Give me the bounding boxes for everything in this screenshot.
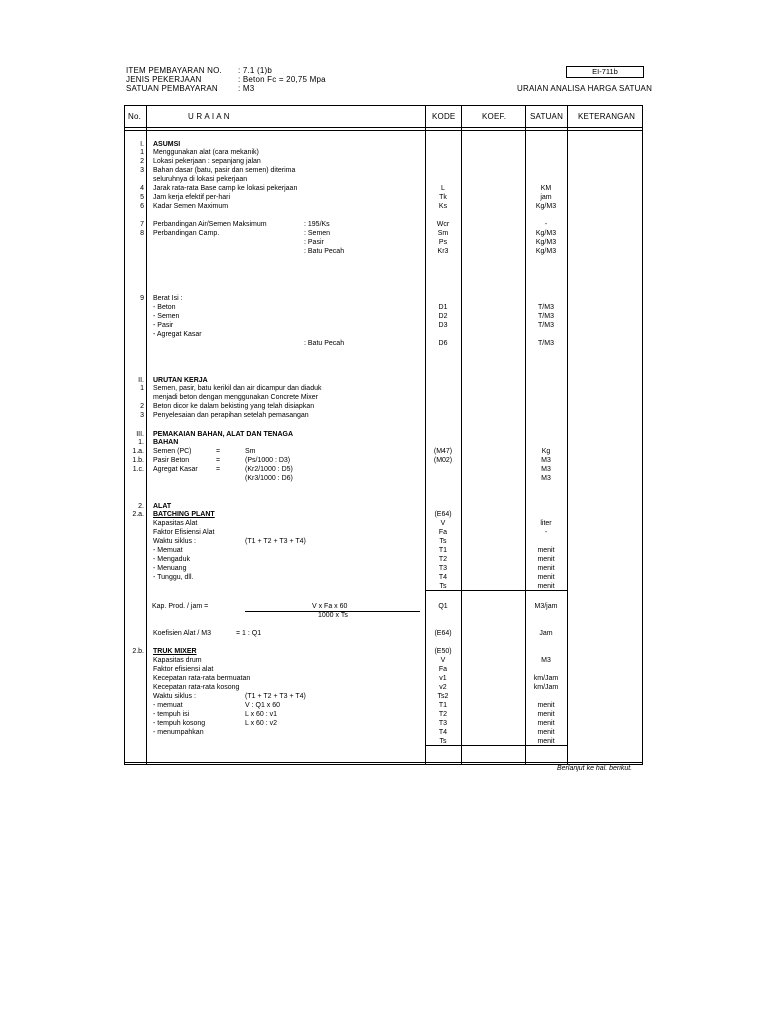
row-description: - Memuat (153, 547, 183, 554)
row-satuan: Kg/M3 (535, 203, 557, 210)
row-description: ALAT (153, 503, 172, 510)
row-kode: V (440, 520, 446, 527)
header-bottom-border (124, 127, 643, 128)
row-description: ASUMSI (153, 141, 181, 148)
row-description: - Pasir (153, 322, 174, 329)
table-row (124, 411, 643, 420)
row-number: 1.a. (132, 448, 144, 455)
row-satuan: menit (537, 547, 555, 554)
row-description: Agregat Kasar (153, 466, 198, 473)
row-number: 4 (140, 185, 144, 192)
kap-prod-satuan: M3/jam (534, 603, 558, 610)
table-row (124, 519, 643, 528)
row-satuan: menit (537, 583, 555, 590)
table-row (124, 238, 643, 247)
row-number: 2. (138, 503, 144, 510)
row-description: Pasir Beton (153, 457, 190, 464)
table-row (124, 692, 643, 701)
row-kode: Ps (438, 239, 448, 246)
table-row (124, 701, 643, 710)
row-description: Bahan dasar (batu, pasir dan semen) diterima (153, 167, 296, 174)
row-equals: = (216, 448, 221, 455)
row-satuan: T/M3 (538, 340, 554, 347)
row-number: 2 (140, 403, 144, 410)
table-row (124, 674, 643, 683)
row-satuan: menit (537, 720, 555, 727)
row-number: 1.b. (132, 457, 144, 464)
row-description: Lokasi pekerjaan : sepanjang jalan (153, 158, 261, 165)
table-row (124, 148, 643, 157)
row-description: Berat Isi : (153, 295, 183, 302)
row-satuan: M3 (541, 466, 551, 473)
table-row (124, 629, 643, 638)
row-satuan: menit (537, 702, 555, 709)
row-kode: (E64) (434, 511, 452, 518)
table-row (124, 202, 643, 211)
row-kode: Tk (439, 194, 447, 201)
row-kode: D1 (438, 304, 448, 311)
row-kode: T4 (438, 574, 448, 581)
row-description: Penyelesaian dan perapihan setelah pemasangan (153, 412, 309, 419)
row-kode: Sm (437, 230, 449, 237)
table-row (124, 402, 643, 411)
row-satuan: T/M3 (538, 322, 554, 329)
jenis-value: : Beton Fc = 20,75 Mpa (238, 75, 326, 84)
row-description: - tempuh isi (153, 711, 190, 718)
table-row (124, 456, 643, 465)
row-description: Kapasitas drum (153, 657, 202, 664)
row-satuan: menit (537, 556, 555, 563)
table-row (124, 710, 643, 719)
row-satuan: M3 (541, 657, 551, 664)
row-formula: V : Q1 x 60 (245, 702, 281, 709)
row-description: BAHAN (153, 439, 179, 446)
row-kode: L (441, 185, 445, 192)
row-description: Kadar Semen Maximum (153, 203, 229, 210)
row-kode: T2 (438, 711, 448, 718)
table-row (124, 312, 643, 321)
row-number: 2.a. (132, 511, 144, 518)
col-header-no: No. (128, 112, 142, 121)
row-description: Beton dicor ke dalam bekisting yang telah disiapkan (153, 403, 315, 410)
row-number: III. (136, 431, 144, 438)
row-kode: (E64) (434, 630, 452, 637)
table-row (124, 537, 643, 546)
table-row (124, 229, 643, 238)
row-number: 6 (140, 203, 144, 210)
satuan-label: SATUAN PEMBAYARAN (126, 84, 218, 93)
jenis-label: JENIS PEKERJAAN (126, 75, 202, 84)
table-row (124, 438, 643, 447)
row-description: - Tunggu, dll. (153, 574, 194, 581)
table-row (124, 656, 643, 665)
row-number: 3 (140, 412, 144, 419)
row-kode: T3 (438, 565, 448, 572)
row-kode: (M02) (433, 457, 453, 464)
row-number: 9 (140, 295, 144, 302)
table-row (124, 728, 643, 737)
row-satuan: liter (540, 520, 552, 527)
row-kode: T1 (438, 702, 448, 709)
row-satuan: Jam (539, 630, 553, 637)
table-row (124, 647, 643, 656)
col-header-kode: KODE (432, 112, 456, 121)
row-kode: (M47) (433, 448, 453, 455)
row-kode: V (440, 657, 446, 664)
row-formula: (T1 + T2 + T3 + T4) (245, 693, 306, 700)
row-satuan: jam (540, 194, 552, 201)
row-kode: Ts (439, 738, 447, 745)
row-satuan: M3 (541, 457, 551, 464)
row-kode: T4 (438, 729, 448, 736)
col-header-uraian: U R A I A N (188, 112, 230, 121)
row-kode: Ks (438, 203, 448, 210)
row-description: Waktu siklus : (153, 538, 196, 545)
row-formula: Sm (245, 448, 256, 455)
row-description: Perbandingan Camp. (153, 230, 220, 237)
row-description: - Menuang (153, 565, 187, 572)
table-row (124, 157, 643, 166)
row-description: Koefisien Alat / M3 (153, 630, 211, 637)
table-row (124, 330, 643, 339)
col-header-koef: KOEF. (482, 112, 507, 121)
table-row (124, 465, 643, 474)
table-row (124, 582, 643, 591)
row-satuan: Kg/M3 (535, 230, 557, 237)
row-satuan: menit (537, 711, 555, 718)
row-kode: Kr3 (437, 248, 449, 255)
row-description: Jam kerja efektif per-hari (153, 194, 231, 201)
row-satuan: T/M3 (538, 313, 554, 320)
row-kode: T2 (438, 556, 448, 563)
row-satuan: menit (537, 574, 555, 581)
row-kode: (E50) (434, 648, 452, 655)
row-number: 1. (138, 439, 144, 446)
table-row (124, 393, 643, 402)
row-description: - tempuh kosong (153, 720, 206, 727)
row-subitem: : 195/Ks (304, 221, 330, 228)
row-formula: (Ps/1000 : D3) (245, 457, 291, 464)
row-kode: Ts (439, 538, 447, 545)
row-satuan: M3 (541, 475, 551, 482)
satuan-value: : M3 (238, 84, 255, 93)
kap-prod-label: Kap. Prod. / jam = (152, 603, 209, 610)
item-label: ITEM PEMBAYARAN NO. (126, 66, 222, 75)
item-value: : 7.1 (1)b (238, 66, 273, 75)
table-row (124, 447, 643, 456)
row-number: 5 (140, 194, 144, 201)
table-row (124, 303, 643, 312)
table-row (124, 294, 643, 303)
table-row (124, 528, 643, 537)
row-kode: T1 (438, 547, 448, 554)
row-description: Waktu siklus : (153, 693, 196, 700)
row-description: - Mengaduk (153, 556, 190, 563)
row-number: II. (138, 377, 144, 384)
row-description: - memuat (153, 702, 183, 709)
row-satuan: Kg/M3 (535, 248, 557, 255)
row-kode: T3 (438, 720, 448, 727)
row-kode: v1 (439, 675, 447, 682)
row-description: Jarak rata-rata Base camp ke lokasi pekerjaan (153, 185, 298, 192)
kap-prod-denominator: 1000 x Ts (318, 612, 348, 619)
row-number: 1 (140, 385, 144, 392)
row-formula: = 1 : Q1 (236, 630, 262, 637)
row-description: - menumpahkan (153, 729, 204, 736)
row-description: seluruhnya di lokasi pekerjaan (153, 176, 248, 183)
table-row (124, 510, 643, 519)
row-subitem: : Semen (304, 230, 331, 237)
table-bottom-border (124, 762, 643, 763)
row-subitem: : Pasir (304, 239, 324, 246)
row-description: Faktor efisiensi alat (153, 666, 214, 673)
row-satuan: T/M3 (538, 304, 554, 311)
row-formula: (Kr2/1000 : D5) (245, 466, 293, 473)
row-description: Kecepatan rata-rata kosong (153, 684, 240, 691)
row-subitem: : Batu Pecah (304, 248, 345, 255)
row-kode: v2 (439, 684, 447, 691)
row-kode: Ts (439, 583, 447, 590)
row-satuan: - (544, 529, 548, 536)
table-row (124, 474, 643, 483)
row-description: - Agregat Kasar (153, 331, 202, 338)
row-satuan: km/Jam (533, 684, 559, 691)
table-top-border (124, 105, 643, 106)
table-row (124, 220, 643, 229)
table-row (124, 665, 643, 674)
row-description: - Semen (153, 313, 180, 320)
row-kode: D2 (438, 313, 448, 320)
row-number: 2 (140, 158, 144, 165)
row-formula: L x 60 : v2 (245, 720, 278, 727)
row-formula: (Kr3/1000 : D6) (245, 475, 293, 482)
row-description: Kapasitas Alat (153, 520, 198, 527)
row-number: 1 (140, 149, 144, 156)
row-description: Perbandingan Air/Semen Maksimum (153, 221, 267, 228)
kap-prod-numerator: V x Fa x 60 (312, 603, 348, 610)
row-satuan: menit (537, 729, 555, 736)
row-kode: D3 (438, 322, 448, 329)
row-satuan: menit (537, 738, 555, 745)
row-satuan: - (544, 221, 548, 228)
row-kode: Wcr (436, 221, 450, 228)
table-row (124, 175, 643, 184)
row-equals: = (216, 466, 221, 473)
row-number: 2.b. (132, 648, 144, 655)
table-row (124, 384, 643, 393)
row-kode: D6 (438, 340, 448, 347)
row-description: Kecepatan rata-rata bermuatan (153, 675, 251, 682)
row-number: 7 (140, 221, 144, 228)
table-row (124, 564, 643, 573)
row-kode: Fa (438, 666, 448, 673)
table-row (124, 546, 643, 555)
col-header-satuan: SATUAN (530, 112, 564, 121)
row-description: Faktor Efisiensi Alat (153, 529, 215, 536)
row-description: BATCHING PLANT (153, 511, 215, 518)
table-row (124, 247, 643, 256)
table-row (124, 573, 643, 582)
table-row (124, 339, 643, 348)
row-formula: (T1 + T2 + T3 + T4) (245, 538, 306, 545)
row-description: Semen, pasir, batu kerikil dan air dicampur dan diaduk (153, 385, 322, 392)
table-row (124, 193, 643, 202)
table-row (124, 166, 643, 175)
page-title: URAIAN ANALISA HARGA SATUAN (517, 84, 653, 93)
row-description: Menggunakan alat (cara mekanik) (153, 149, 259, 156)
row-satuan: km/Jam (533, 675, 559, 682)
row-description: menjadi beton dengan menggunakan Concrete Mixer (153, 394, 318, 401)
table-row (124, 555, 643, 564)
table-row (124, 719, 643, 728)
row-satuan: Kg (541, 448, 551, 455)
row-formula: L x 60 : v1 (245, 711, 278, 718)
row-kode: Fa (438, 529, 448, 536)
row-description: - Beton (153, 304, 176, 311)
table-row (124, 737, 643, 746)
kap-prod-kode: Q1 (438, 603, 448, 610)
row-satuan: KM (540, 185, 552, 192)
row-number: 3 (140, 167, 144, 174)
row-description: Semen (PC) (153, 448, 192, 455)
table-row (124, 321, 643, 330)
row-subitem: : Batu Pecah (304, 340, 345, 347)
row-description: URUTAN KERJA (153, 377, 208, 384)
row-satuan: Kg/M3 (535, 239, 557, 246)
row-number: 1.c. (132, 466, 144, 473)
col-header-keterangan: KETERANGAN (578, 112, 636, 121)
table-row (124, 683, 643, 692)
table-row (124, 184, 643, 193)
continued-note: Berlanjut ke hal. berikut. (557, 765, 633, 772)
row-description: TRUK MIXER (153, 648, 197, 655)
item-code-box: EI-711b (566, 66, 644, 78)
row-number: 8 (140, 230, 144, 237)
header-bottom-border-2 (124, 130, 643, 131)
row-equals: = (216, 457, 221, 464)
row-satuan: menit (537, 565, 555, 572)
row-description: PEMAKAIAN BAHAN, ALAT DAN TENAGA (153, 431, 293, 438)
row-kode: Ts2 (437, 693, 449, 700)
row-number: I. (140, 141, 144, 148)
